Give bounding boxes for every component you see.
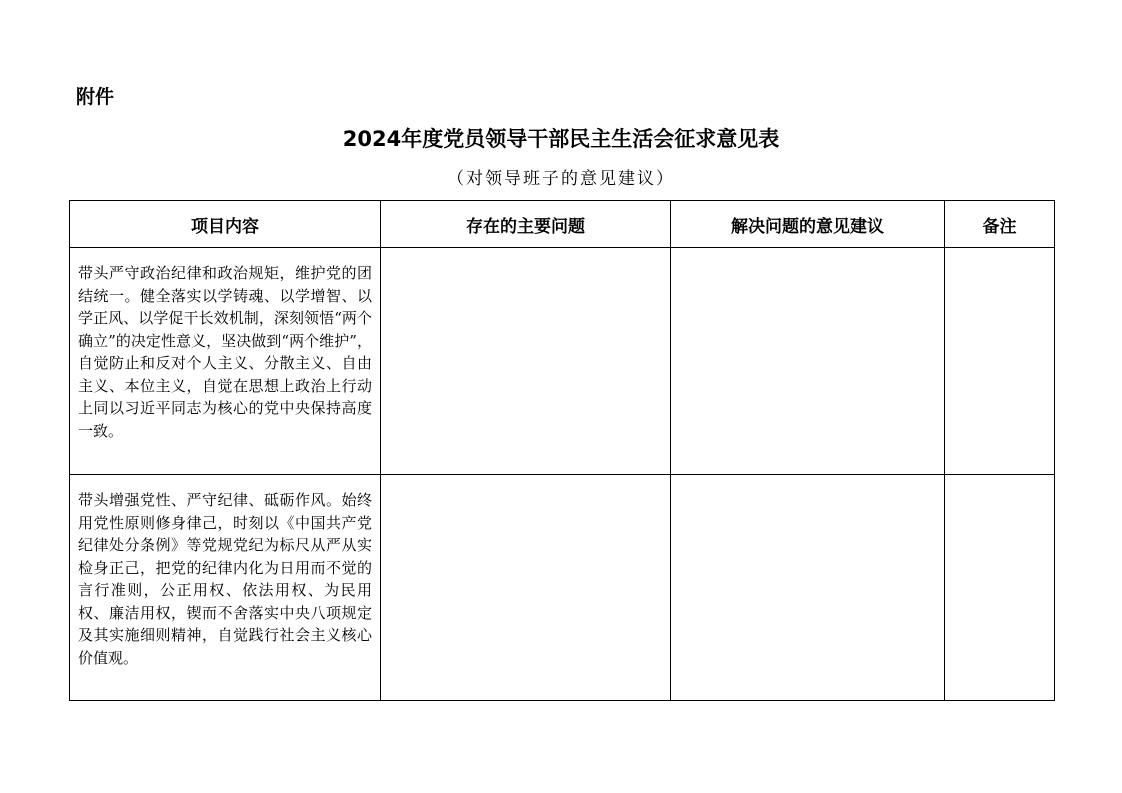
suggestions-text	[671, 475, 944, 489]
problems-cell[interactable]	[381, 475, 671, 701]
opinion-table	[69, 200, 1055, 701]
remarks-text	[945, 475, 1054, 489]
item-content-text: 带头增强党性、严守纪律、砥砺作风。始终用党性原则修身律己，时刻以《中国共产党纪律处分条例》等党规党纪为标尺从严从实检身正己，把党的纪律内化为日用而不觉的言行准则，公正用权、依法用权、为民用权、廉洁用权，锲而不舍落实中央八项规定及其实施细则精神，自觉践行社会主义核心价值观。	[78, 491, 372, 667]
problems-text	[381, 248, 670, 262]
table-header-row	[70, 201, 1055, 248]
attachment-label: 附件	[76, 86, 115, 108]
item-content-cell	[70, 475, 381, 701]
suggestions-cell[interactable]	[671, 475, 945, 701]
problems-text	[381, 475, 670, 489]
remarks-cell[interactable]	[945, 248, 1055, 475]
suggestions-text	[671, 248, 944, 262]
remarks-text	[945, 248, 1054, 262]
suggestions-cell[interactable]	[671, 248, 945, 475]
remarks-cell[interactable]	[945, 475, 1055, 701]
problems-cell[interactable]	[381, 248, 671, 475]
table-row	[70, 248, 1055, 475]
item-content-cell	[70, 248, 381, 475]
page-title: 2024年度党员领导干部民主生活会征求意见表	[342, 127, 780, 151]
header-main-problems: 存在的主要问题	[381, 201, 671, 248]
header-item-content: 项目内容	[70, 201, 381, 248]
header-remarks: 备注	[945, 201, 1055, 248]
header-suggestions: 解决问题的意见建议	[671, 201, 945, 248]
item-content-text: 带头严守政治纪律和政治规矩，维护党的团结统一。健全落实以学铸魂、以学增智、以学正风、以学促干长效机制，深刻领悟“两个确立”的决定性意义，坚决做到“两个维护”，自觉防止和反对个人主义、分散主义、自由主义、本位主义，自觉在思想上政治上行动上同以习近平同志为核心的党中央保持高度一致。	[78, 264, 372, 440]
page-subtitle: （对领导班子的意见建议）	[447, 169, 675, 189]
table-row	[70, 475, 1055, 701]
